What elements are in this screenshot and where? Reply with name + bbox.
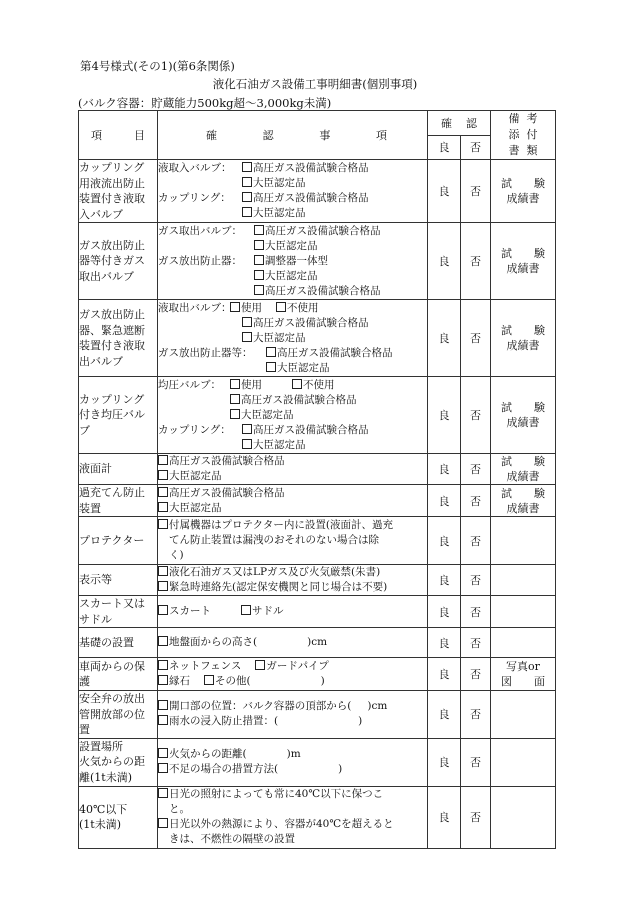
checkbox[interactable] bbox=[292, 379, 302, 389]
unit-label: )cm bbox=[307, 636, 328, 648]
table-row bbox=[79, 596, 556, 628]
ng-mark[interactable]: 否 bbox=[461, 485, 491, 517]
header-item bbox=[79, 111, 158, 160]
line-prefix: 液取入バルブ： bbox=[158, 162, 232, 174]
item-line: ブ bbox=[79, 423, 90, 437]
table-row bbox=[79, 786, 556, 848]
note-char: 験 bbox=[534, 486, 545, 500]
note-char: 験 bbox=[534, 324, 545, 337]
checkbox[interactable] bbox=[158, 660, 168, 670]
check-label: 高圧ガス設備試験合格品 bbox=[253, 423, 369, 436]
ng-mark[interactable]: 否 bbox=[461, 300, 491, 377]
note-char: 験 bbox=[534, 247, 545, 260]
confirm-cell bbox=[158, 160, 428, 223]
check-label: 高圧ガス設備試験合格品 bbox=[265, 224, 381, 237]
note-cell bbox=[491, 223, 556, 300]
unit-label: )m bbox=[286, 748, 301, 760]
item-line: カップリング bbox=[79, 392, 145, 406]
confirm-cell bbox=[158, 691, 428, 739]
checkbox[interactable] bbox=[158, 788, 168, 798]
note-cell bbox=[491, 160, 556, 223]
table-row bbox=[79, 300, 556, 377]
check-label: 火気からの距離( bbox=[169, 748, 247, 760]
checkbox[interactable] bbox=[158, 675, 168, 685]
header-confirm-char: 認 bbox=[262, 129, 274, 142]
ok-mark[interactable]: 良 bbox=[428, 485, 461, 517]
confirm-cell bbox=[158, 786, 428, 848]
line-prefix: ガス放出防止器等： bbox=[158, 346, 253, 359]
note-cell bbox=[491, 300, 556, 377]
check-label: 不足の場合の措置方法( bbox=[169, 763, 279, 775]
check-label: 大臣認定品 bbox=[169, 470, 222, 482]
item-line: ガス放出防止 bbox=[79, 308, 145, 321]
item-cell bbox=[79, 596, 158, 628]
note-text: 成績書 bbox=[506, 470, 540, 483]
checkbox[interactable] bbox=[276, 302, 286, 312]
header-confirm-items bbox=[158, 111, 428, 160]
unit-label: )cm bbox=[367, 700, 388, 713]
item-cell bbox=[79, 786, 158, 848]
check-label: 大臣認定品 bbox=[253, 177, 306, 189]
item-cell bbox=[79, 160, 158, 223]
note-cell bbox=[491, 517, 556, 565]
check-label: 縁石 bbox=[169, 675, 190, 687]
checkbox[interactable] bbox=[242, 439, 252, 449]
item-line: 装置付き液取 bbox=[79, 339, 145, 352]
header-note-char: 付 bbox=[526, 128, 538, 141]
checkbox[interactable] bbox=[158, 715, 168, 725]
confirm-cell bbox=[158, 658, 428, 691]
item-cell bbox=[79, 658, 158, 691]
checkbox[interactable] bbox=[254, 240, 264, 250]
item-line: プロテクター bbox=[79, 533, 145, 547]
check-label: 大臣認定品 bbox=[253, 207, 306, 219]
checkbox[interactable] bbox=[255, 660, 265, 670]
header-notes bbox=[491, 111, 556, 160]
check-label: 調整器一体型 bbox=[265, 254, 328, 267]
confirm-cell bbox=[158, 628, 428, 658]
ng-mark[interactable]: 否 bbox=[461, 517, 491, 565]
note-cell bbox=[491, 658, 556, 691]
ng-mark[interactable]: 否 bbox=[461, 377, 491, 454]
ok-mark[interactable]: 良 bbox=[428, 160, 461, 223]
confirm-cell bbox=[158, 596, 428, 628]
ok-mark[interactable]: 良 bbox=[428, 658, 461, 691]
check-label: 使用 bbox=[241, 301, 262, 314]
item-cell bbox=[79, 485, 158, 517]
item-line: 装置付き液取 bbox=[79, 192, 145, 205]
note-char: 図 bbox=[501, 675, 512, 688]
checkbox[interactable] bbox=[254, 270, 264, 280]
check-label: 高圧ガス設備試験合格品 bbox=[169, 455, 285, 467]
ok-mark[interactable]: 良 bbox=[428, 223, 461, 300]
item-cell bbox=[79, 691, 158, 739]
form-number: 第4号様式(その1)(第6条関係) bbox=[80, 59, 235, 73]
check-label: 大臣認定品 bbox=[241, 408, 294, 421]
item-line: 付き均圧バル bbox=[79, 408, 145, 422]
ng-mark[interactable]: 否 bbox=[461, 454, 491, 485]
check-label: 不使用 bbox=[287, 301, 319, 314]
check-label-cont: てん防止装置は漏洩のおそれのない場合は除 bbox=[169, 534, 379, 546]
ng-mark[interactable]: 否 bbox=[461, 786, 491, 848]
checkbox[interactable] bbox=[242, 424, 252, 434]
header-confirm-char: 項 bbox=[375, 129, 387, 142]
check-label-cont: く) bbox=[169, 549, 184, 561]
note-cell bbox=[491, 596, 556, 628]
confirm-cell bbox=[158, 565, 428, 596]
item-line: 火気からの距 bbox=[79, 755, 145, 769]
item-cell bbox=[79, 738, 158, 786]
item-cell bbox=[79, 300, 158, 377]
check-label: 緊急時連絡先(認定保安機関と同じ場合は不要) bbox=[169, 581, 388, 593]
ng-mark[interactable]: 否 bbox=[461, 658, 491, 691]
header-note-char: 添 bbox=[508, 128, 520, 141]
checkbox[interactable] bbox=[254, 225, 264, 235]
confirm-cell bbox=[158, 377, 428, 454]
confirm-cell bbox=[158, 485, 428, 517]
checkbox[interactable] bbox=[158, 519, 168, 529]
table-row bbox=[79, 565, 556, 596]
note-text: 成績書 bbox=[506, 192, 540, 205]
checkbox[interactable] bbox=[158, 605, 168, 615]
item-cell bbox=[79, 517, 158, 565]
document-subtitle: (バルク容器：貯蔵能力500kg超〜3,000kg未満) bbox=[78, 96, 332, 110]
note-char: 試 bbox=[501, 247, 512, 260]
table-row bbox=[79, 485, 556, 517]
ok-mark[interactable]: 良 bbox=[428, 628, 461, 658]
header-note-char: 考 bbox=[526, 112, 538, 125]
ok-mark[interactable]: 良 bbox=[428, 300, 461, 377]
document-title: 液化石油ガス設備工事明細書(個別事項) bbox=[212, 77, 418, 91]
header-item-char: 項 bbox=[91, 129, 102, 142]
ng-mark[interactable]: 否 bbox=[461, 691, 491, 739]
note-text: 成績書 bbox=[506, 416, 540, 429]
check-label: 開口部の位置：バルク容器の頂部から( bbox=[169, 700, 352, 713]
note-char: 験 bbox=[534, 401, 545, 414]
checkbox[interactable] bbox=[242, 162, 252, 172]
checkbox[interactable] bbox=[158, 581, 168, 591]
note-cell bbox=[491, 738, 556, 786]
checkbox[interactable] bbox=[204, 675, 214, 685]
table-row bbox=[79, 691, 556, 739]
item-line: 器等付きガス bbox=[79, 254, 145, 268]
item-cell bbox=[79, 628, 158, 658]
check-label: 高圧ガス設備試験合格品 bbox=[253, 192, 369, 204]
note-text: 成績書 bbox=[506, 262, 540, 275]
table-row bbox=[79, 517, 556, 565]
check-label: 大臣認定品 bbox=[253, 438, 306, 451]
ok-mark[interactable]: 良 bbox=[428, 517, 461, 565]
header-note-char: 備 bbox=[508, 112, 520, 125]
paren-close: ) bbox=[320, 675, 325, 687]
header-ok: 良 bbox=[428, 135, 461, 160]
header-ng: 否 bbox=[461, 135, 491, 160]
check-label: 付属機器はプロテクター内に設置(液面計、過充 bbox=[169, 519, 393, 531]
ng-mark[interactable]: 否 bbox=[461, 596, 491, 628]
item-line: 車両からの保 bbox=[79, 659, 145, 673]
checkbox[interactable] bbox=[230, 379, 240, 389]
check-label: 高圧ガス設備試験合格品 bbox=[253, 316, 369, 329]
item-cell bbox=[79, 454, 158, 485]
check-label: 液化石油ガス又はLPガス及び火気厳禁(朱書) bbox=[169, 566, 381, 578]
checkbox[interactable] bbox=[266, 362, 276, 372]
checkbox[interactable] bbox=[158, 502, 168, 512]
item-line: 離(1t未満) bbox=[79, 770, 133, 784]
item-line: 出バルブ bbox=[79, 354, 123, 368]
check-label: 大臣認定品 bbox=[265, 269, 318, 282]
ok-mark[interactable]: 良 bbox=[428, 691, 461, 739]
item-line: 器、緊急遮断 bbox=[79, 323, 145, 337]
item-line: 管開放部の位 bbox=[79, 707, 145, 721]
line-prefix: ガス取出バルブ： bbox=[158, 224, 242, 237]
item-line: 用液流出防止 bbox=[79, 176, 145, 190]
check-label: 不使用 bbox=[303, 378, 335, 391]
note-char: 試 bbox=[501, 486, 512, 500]
check-label: 使用 bbox=[241, 378, 262, 391]
checkbox[interactable] bbox=[254, 285, 264, 295]
note-char: 試 bbox=[501, 177, 512, 190]
checkbox[interactable] bbox=[242, 332, 252, 342]
table-row bbox=[79, 658, 556, 691]
check-label: 高圧ガス設備試験合格品 bbox=[277, 346, 393, 359]
note-char: 面 bbox=[534, 675, 545, 688]
ok-mark[interactable]: 良 bbox=[428, 738, 461, 786]
note-cell bbox=[491, 786, 556, 848]
item-line: サドル bbox=[79, 612, 112, 626]
checkbox[interactable] bbox=[242, 207, 252, 217]
line-prefix: 液取出バルブ： bbox=[158, 301, 232, 314]
check-label: 日光の照射によっても常に40℃以下に保つこ bbox=[169, 788, 384, 800]
item-line: スカート又は bbox=[79, 597, 145, 610]
note-cell bbox=[491, 628, 556, 658]
item-line: 40℃以下 bbox=[79, 802, 128, 816]
header-kakunin-char: 確 bbox=[441, 116, 452, 130]
checkbox[interactable] bbox=[158, 748, 168, 758]
item-line: 液面計 bbox=[79, 462, 112, 476]
check-label: 高圧ガス設備試験合格品 bbox=[265, 284, 381, 297]
confirm-cell bbox=[158, 738, 428, 786]
header-kakunin-char: 認 bbox=[466, 116, 477, 130]
checkbox[interactable] bbox=[242, 192, 252, 202]
line-prefix: カップリング： bbox=[158, 192, 231, 204]
checkbox[interactable] bbox=[230, 394, 240, 404]
item-line: カップリング bbox=[79, 161, 145, 174]
check-label-cont: きは、不燃性の隔壁の設置 bbox=[169, 833, 295, 845]
note-text: 写真or bbox=[506, 660, 540, 673]
ok-mark[interactable]: 良 bbox=[428, 596, 461, 628]
note-char: 試 bbox=[501, 401, 512, 414]
note-cell bbox=[491, 691, 556, 739]
ng-mark[interactable]: 否 bbox=[461, 628, 491, 658]
note-cell bbox=[491, 485, 556, 517]
note-cell bbox=[491, 377, 556, 454]
check-label: その他( bbox=[215, 675, 251, 687]
check-label: 大臣認定品 bbox=[253, 331, 306, 344]
ng-mark[interactable]: 否 bbox=[461, 565, 491, 596]
item-line: 護 bbox=[79, 675, 90, 688]
check-label: 高圧ガス設備試験合格品 bbox=[169, 486, 285, 499]
note-char: 験 bbox=[534, 455, 545, 468]
note-text: 成績書 bbox=[506, 339, 540, 352]
header-confirm-char: 確 bbox=[206, 129, 217, 142]
item-cell bbox=[79, 377, 158, 454]
header-kakunin bbox=[428, 111, 491, 136]
header-item-char: 目 bbox=[134, 129, 145, 142]
checkbox[interactable] bbox=[158, 470, 168, 480]
item-cell bbox=[79, 565, 158, 596]
line-prefix: 均圧バルブ： bbox=[158, 378, 221, 391]
note-text: 成績書 bbox=[506, 501, 540, 515]
ok-mark[interactable]: 良 bbox=[428, 454, 461, 485]
check-label: 大臣認定品 bbox=[265, 239, 318, 252]
paren-close: ) bbox=[358, 715, 363, 728]
checkbox[interactable] bbox=[242, 317, 252, 327]
check-label-cont: と。 bbox=[169, 803, 190, 815]
table-row bbox=[79, 223, 556, 300]
item-line: 安全弁の放出 bbox=[79, 692, 145, 705]
confirm-cell bbox=[158, 454, 428, 485]
header-confirm-char: 事 bbox=[319, 129, 331, 142]
ok-mark[interactable]: 良 bbox=[428, 377, 461, 454]
check-label: スカート bbox=[169, 605, 211, 617]
ok-mark[interactable]: 良 bbox=[428, 565, 461, 596]
check-label: ネットフェンス bbox=[169, 660, 242, 672]
check-label: 高圧ガス設備試験合格品 bbox=[253, 162, 369, 174]
check-label: サドル bbox=[252, 605, 284, 617]
table-row bbox=[79, 160, 556, 223]
check-label: ガードパイプ bbox=[266, 660, 329, 672]
table-row bbox=[79, 628, 556, 658]
check-label: 雨水の浸入防止措置：( bbox=[169, 715, 279, 728]
header-note-char: 書 bbox=[508, 144, 520, 157]
note-char: 験 bbox=[534, 177, 545, 190]
line-prefix: カップリング： bbox=[158, 423, 231, 436]
checkbox[interactable] bbox=[158, 763, 168, 773]
check-label: 大臣認定品 bbox=[169, 501, 222, 514]
checkbox[interactable] bbox=[158, 700, 168, 710]
checkbox[interactable] bbox=[254, 255, 264, 265]
ng-mark[interactable]: 否 bbox=[461, 223, 491, 300]
checkbox[interactable] bbox=[158, 566, 168, 576]
table-row bbox=[79, 454, 556, 485]
item-line: 置 bbox=[79, 723, 90, 736]
note-char: 試 bbox=[501, 455, 512, 468]
check-label: 高圧ガス設備試験合格品 bbox=[241, 393, 357, 406]
check-label: 地盤面からの高さ( bbox=[169, 636, 258, 648]
note-char: 試 bbox=[501, 324, 512, 337]
checkbox[interactable] bbox=[241, 605, 251, 615]
table-row bbox=[79, 377, 556, 454]
checkbox[interactable] bbox=[158, 455, 168, 465]
item-line: 表示等 bbox=[79, 573, 112, 587]
checkbox[interactable] bbox=[230, 302, 240, 312]
checkbox[interactable] bbox=[158, 487, 168, 497]
checkbox[interactable] bbox=[266, 347, 276, 357]
item-line: 基礎の設置 bbox=[79, 635, 134, 649]
ok-mark[interactable]: 良 bbox=[428, 786, 461, 848]
header-note-char: 類 bbox=[526, 144, 538, 157]
ng-mark[interactable]: 否 bbox=[461, 160, 491, 223]
note-cell bbox=[491, 454, 556, 485]
checkbox[interactable] bbox=[230, 409, 240, 419]
check-label: 日光以外の熱源により、容器が40℃を超えると bbox=[169, 818, 394, 830]
note-cell bbox=[491, 565, 556, 596]
checkbox[interactable] bbox=[158, 636, 168, 646]
item-line: 過充てん防止 bbox=[79, 486, 145, 499]
confirm-cell bbox=[158, 223, 428, 300]
line-prefix: ガス放出防止器： bbox=[158, 254, 242, 267]
checkbox[interactable] bbox=[242, 177, 252, 187]
item-line: 設置場所 bbox=[79, 739, 123, 753]
item-line: 取出バルブ bbox=[79, 269, 134, 283]
inspection-table bbox=[78, 110, 556, 849]
item-cell bbox=[79, 223, 158, 300]
confirm-cell bbox=[158, 300, 428, 377]
confirm-cell bbox=[158, 517, 428, 565]
item-line: 入バルブ bbox=[79, 207, 123, 221]
item-line: (1t未満) bbox=[79, 818, 122, 831]
checkbox[interactable] bbox=[158, 818, 168, 828]
item-line: ガス放出防止 bbox=[79, 238, 145, 252]
table-header-row bbox=[79, 111, 556, 136]
ng-mark[interactable]: 否 bbox=[461, 738, 491, 786]
paren-close: ) bbox=[338, 763, 343, 775]
table-row bbox=[79, 738, 556, 786]
check-label: 大臣認定品 bbox=[277, 361, 330, 374]
item-line: 装置 bbox=[79, 501, 101, 515]
